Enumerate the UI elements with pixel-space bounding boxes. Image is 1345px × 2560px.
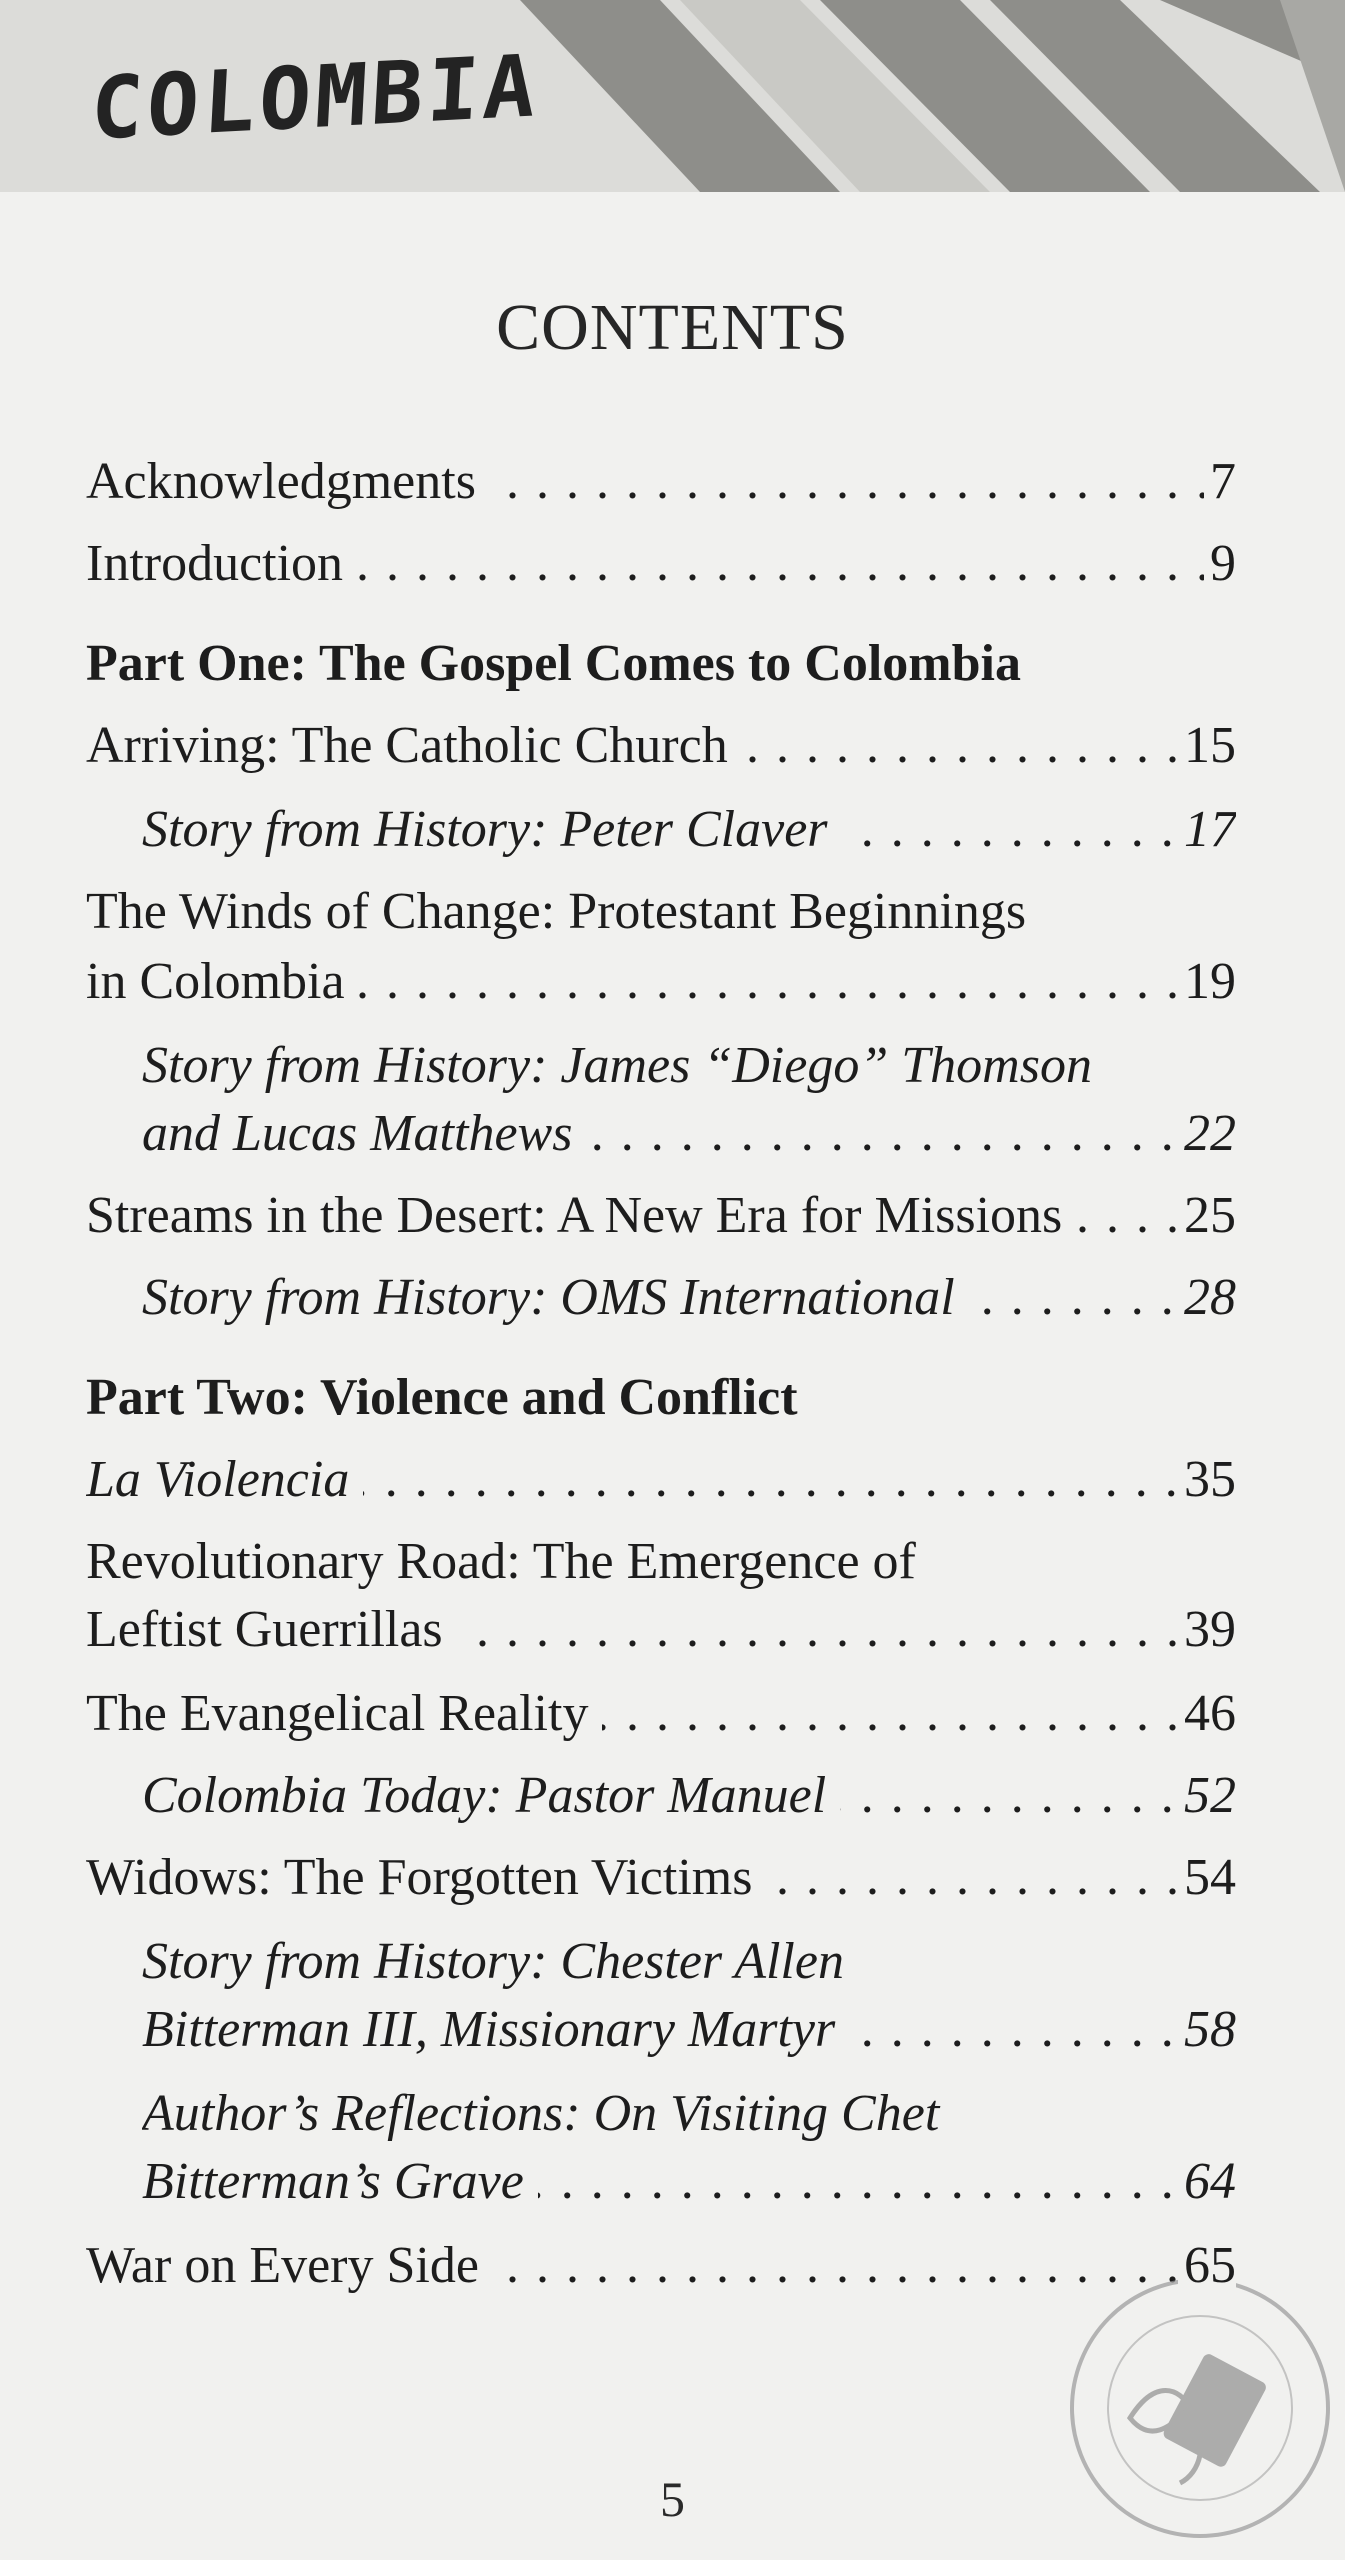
toc-entry-thomson-line1[interactable]: Story from History: James “Diego” Thomson [142, 1030, 1236, 1102]
toc-entry-arriving[interactable]: . . . Arriving: The Catholic Church 15 [86, 710, 1236, 782]
book-bow-stamp-icon [1060, 2268, 1340, 2548]
toc-entry-reflections-line2[interactable]: . . . Bitterman’s Grave 64 [142, 2146, 1236, 2218]
toc-entry-pastor-manuel[interactable]: . . . Colombia Today: Pastor Manuel 52 [142, 1760, 1236, 1832]
page-number: 5 [660, 2471, 685, 2527]
toc-entry-evangelical-reality[interactable]: . . . The Evangelical Reality 46 [86, 1678, 1236, 1750]
toc-part-one-heading: Part One: The Gospel Comes to Colombia [86, 628, 1236, 700]
toc-entry-thomson-line2[interactable]: . . . and Lucas Matthews 22 [142, 1098, 1236, 1170]
toc-entry-peter-claver[interactable]: . . . Story from History: Peter Claver 17 [142, 794, 1236, 866]
toc-entry-winds-of-change-line1[interactable]: The Winds of Change: Protestant Beginnings [86, 876, 1236, 948]
toc-entry-la-violencia[interactable]: . . . La Violencia 35 [86, 1444, 1236, 1516]
toc-entry-war-on-every-side[interactable]: . . . War on Every Side 65 [86, 2230, 1236, 2302]
toc-entry-widows[interactable]: . . . Widows: The Forgotten Victims 54 [86, 1842, 1236, 1914]
toc-entry-streams-in-the-desert[interactable]: . . . Streams in the Desert: A New Era for Missions 25 [86, 1180, 1236, 1252]
toc-entry-bitterman-line2[interactable]: . . . Bitterman III, Missionary Martyr 58 [142, 1994, 1236, 2066]
toc-entry-winds-of-change-line2[interactable]: . . . in Colombia 19 [86, 946, 1236, 1018]
toc-entry-acknowledgments[interactable]: . . . Acknowledgments 7 [86, 446, 1236, 518]
toc-entry-revolutionary-road-line1[interactable]: Revolutionary Road: The Emergence of [86, 1526, 1236, 1598]
toc-entry-oms-international[interactable]: . . . Story from History: OMS International 28 [142, 1262, 1236, 1334]
toc-entry-revolutionary-road-line2[interactable]: . . . Leftist Guerrillas 39 [86, 1594, 1236, 1666]
colombia-logo: COLOMBIA [88, 36, 542, 160]
toc-part-two-heading: Part Two: Violence and Conflict [86, 1362, 1236, 1434]
toc-entry-introduction[interactable]: . . . Introduction 9 [86, 528, 1236, 600]
toc-entry-bitterman-line1[interactable]: Story from History: Chester Allen [142, 1926, 1236, 1998]
contents-title: CONTENTS [496, 291, 849, 364]
toc-entry-reflections-line1[interactable]: Author’s Reflections: On Visiting Chet [142, 2078, 1236, 2150]
page-header-banner [0, 0, 1345, 192]
